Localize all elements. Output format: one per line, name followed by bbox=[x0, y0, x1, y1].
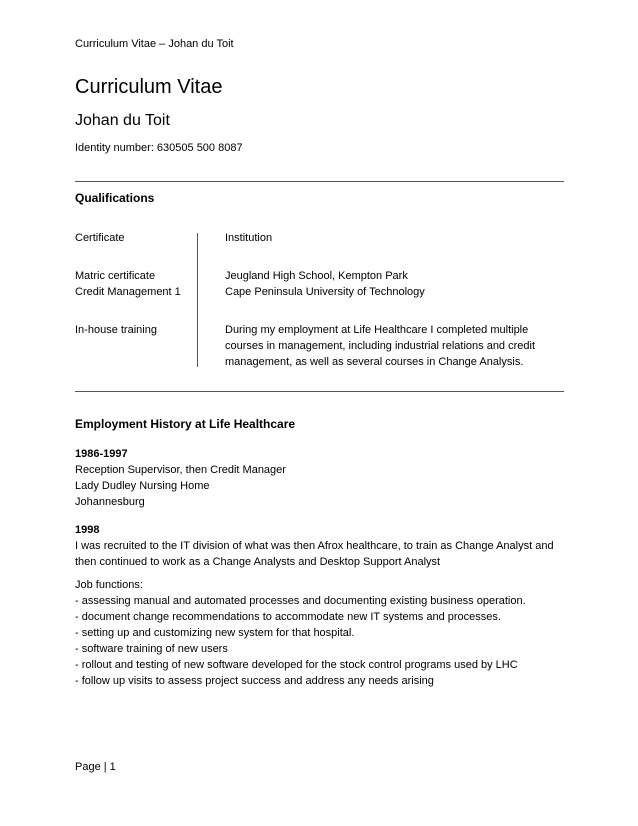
list-item: - assessing manual and automated processes and documenting existing business operation. bbox=[75, 595, 526, 607]
employment-location: Johannesburg bbox=[75, 496, 145, 508]
identity-number: Identity number: 630505 500 8087 bbox=[75, 142, 243, 154]
employment-heading: Employment History at Life Healthcare bbox=[75, 417, 296, 431]
document-title: Curriculum Vitae bbox=[75, 76, 223, 98]
section-divider bbox=[75, 391, 564, 392]
list-item: - follow up visits to assess project success and address any needs arising bbox=[75, 675, 434, 687]
list-item: - software training of new users bbox=[75, 643, 228, 655]
certificate-column-header: Certificate bbox=[75, 232, 125, 244]
list-item: - document change recommendations to accommodate new IT systems and processes. bbox=[75, 611, 501, 623]
certificate-cell: In-house training bbox=[75, 324, 157, 336]
employment-years: 1986-1997 bbox=[75, 448, 128, 460]
table-column-divider bbox=[197, 233, 198, 367]
institution-cell: During my employment at Life Healthcare I completed multiple courses in management, including industrial relations and credit management, as well as several courses in Change Analysis. bbox=[225, 324, 536, 368]
employment-entry bbox=[75, 522, 564, 689]
running-header: Curriculum Vitae – Johan du Toit bbox=[75, 38, 234, 50]
certificate-cell: Matric certificate bbox=[75, 270, 156, 282]
certificate-cell: Credit Management 1 bbox=[75, 286, 181, 298]
employment-entry bbox=[75, 446, 564, 510]
page-number: Page | 1 bbox=[75, 761, 116, 773]
institution-cell: Jeugland High School, Kempton Park bbox=[225, 270, 408, 282]
job-functions-label: Job functions: bbox=[75, 579, 143, 591]
employment-employer: Lady Dudley Nursing Home bbox=[75, 480, 210, 492]
list-item: - setting up and customizing new system for that hospital. bbox=[75, 627, 355, 639]
section-divider bbox=[75, 181, 564, 182]
list-item: - rollout and testing of new software developed for the stock control programs used by LHC bbox=[75, 659, 518, 671]
qualifications-heading: Qualifications bbox=[75, 191, 155, 205]
institution-cell: Cape Peninsula University of Technology bbox=[225, 286, 425, 298]
employment-years: 1998 bbox=[75, 524, 100, 536]
candidate-name: Johan du Toit bbox=[75, 112, 170, 129]
employment-description: I was recruited to the IT division of what was then Afrox healthcare, to train as Change Analyst and then continued to work as a Change Analysts and Desktop Support Analyst bbox=[75, 540, 554, 568]
institution-column-header: Institution bbox=[225, 232, 273, 244]
employment-role: Reception Supervisor, then Credit Manager bbox=[75, 464, 286, 476]
